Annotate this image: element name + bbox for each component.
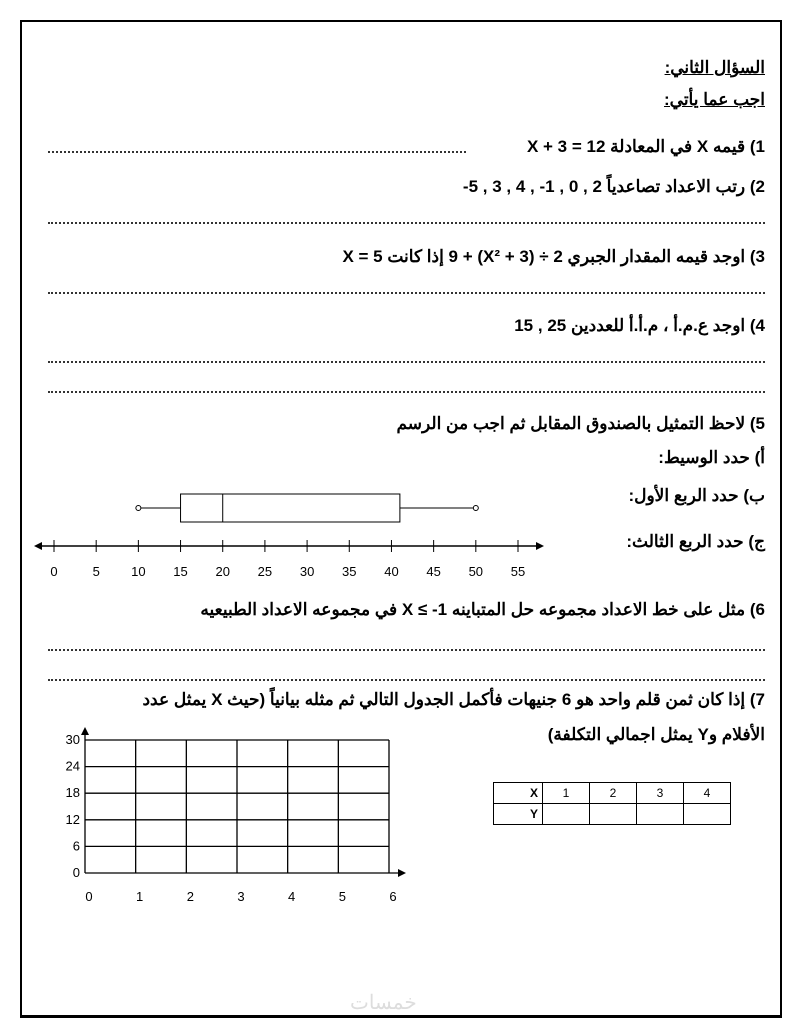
min-point bbox=[136, 506, 141, 511]
y-cell[interactable] bbox=[684, 804, 731, 825]
x-header: X bbox=[494, 783, 543, 804]
left-arrow-icon bbox=[34, 542, 42, 550]
question-3: 3) اوجد قيمه المقدار الجبري 2 ÷ (3 + X²) + 9 إذا كانت 5 = X bbox=[342, 247, 765, 266]
tick-label: 55 bbox=[510, 564, 526, 579]
y-header: Y bbox=[494, 804, 543, 825]
tick-label: 25 bbox=[257, 564, 273, 579]
x-cell: 1 bbox=[543, 783, 590, 804]
max-point bbox=[473, 506, 478, 511]
tick-label: 5 bbox=[92, 564, 100, 579]
y-axis-arrow-icon bbox=[81, 727, 89, 735]
y-tick-label: 6 bbox=[72, 838, 80, 854]
tick-label: 50 bbox=[468, 564, 484, 579]
x-cell: 2 bbox=[590, 783, 637, 804]
instructions: اجب عما يأتي: bbox=[664, 90, 765, 109]
question-2: 2) رتب الاعداد تصاعدياً 2 , 0 , 1- , 4 , 3 , 5- bbox=[462, 177, 765, 196]
tick-label: 30 bbox=[299, 564, 315, 579]
question-5c: ج) حدد الربع الثالث: bbox=[626, 532, 765, 551]
x-tick-label: 1 bbox=[136, 889, 144, 904]
tick-label: 45 bbox=[426, 564, 441, 579]
y-cell[interactable] bbox=[543, 804, 590, 825]
x-tick-label: 2 bbox=[186, 889, 194, 904]
question-5a: أ) حدد الوسيط: bbox=[658, 448, 765, 467]
x-tick-label: 5 bbox=[338, 889, 346, 904]
question-7-line-1: 7) إذا كان ثمن قلم واحد هو 6 جنيهات فأكمل الجدول التالي ثم مثله بيانياً (حيث X يمثل عدد bbox=[142, 690, 765, 709]
question-5: 5) لاحظ التمثيل بالصندوق المقابل ثم اجب من الرسم bbox=[396, 414, 765, 433]
table-row-y bbox=[494, 804, 731, 825]
question-1: 1) قيمه X في المعادلة 12 = 3 + X bbox=[526, 137, 765, 156]
xy-table bbox=[493, 782, 731, 825]
tick-label: 15 bbox=[173, 564, 188, 579]
y-tick-label: 12 bbox=[65, 811, 80, 827]
x-tick-label: 4 bbox=[288, 889, 296, 904]
x-cell: 3 bbox=[637, 783, 684, 804]
right-arrow-icon bbox=[536, 542, 544, 550]
answer-line[interactable] bbox=[48, 649, 765, 651]
y-tick-label: 0 bbox=[72, 865, 80, 880]
tick-label: 20 bbox=[215, 564, 230, 579]
x-tick-label: 3 bbox=[237, 889, 245, 904]
tick-label: 35 bbox=[342, 564, 357, 579]
question-4: 4) اوجد ع.م.أ ، م.أ.أ للعددين 25 , 15 bbox=[514, 316, 765, 335]
table-row-x bbox=[494, 783, 731, 804]
y-cell[interactable] bbox=[590, 804, 637, 825]
watermark: خمسات bbox=[350, 992, 417, 1014]
tick-label: 10 bbox=[131, 564, 146, 579]
answer-line[interactable] bbox=[48, 679, 765, 681]
y-tick-label: 18 bbox=[65, 785, 80, 801]
x-tick-label: 0 bbox=[85, 889, 93, 904]
y-tick-label: 30 bbox=[65, 732, 80, 747]
x-axis-arrow-icon bbox=[398, 869, 406, 877]
y-cell[interactable] bbox=[637, 804, 684, 825]
question-5b: ب) حدد الربع الأول: bbox=[628, 486, 765, 505]
y-tick-label: 24 bbox=[65, 758, 80, 774]
box bbox=[181, 494, 400, 522]
question-6: 6) مثل على خط الاعداد مجموعه حل المتباينه 1- ≥ X في مجموعه الاعداد الطبيعيه bbox=[200, 600, 765, 619]
tick-label: 40 bbox=[384, 564, 399, 579]
tick-label: 0 bbox=[50, 564, 58, 579]
x-cell: 4 bbox=[684, 783, 731, 804]
x-tick-label: 6 bbox=[389, 889, 397, 904]
question-title: السؤال الثاني: bbox=[664, 58, 765, 77]
question-7-line-2: الأفلام وY يمثل اجمالي التكلفة) bbox=[547, 725, 765, 744]
